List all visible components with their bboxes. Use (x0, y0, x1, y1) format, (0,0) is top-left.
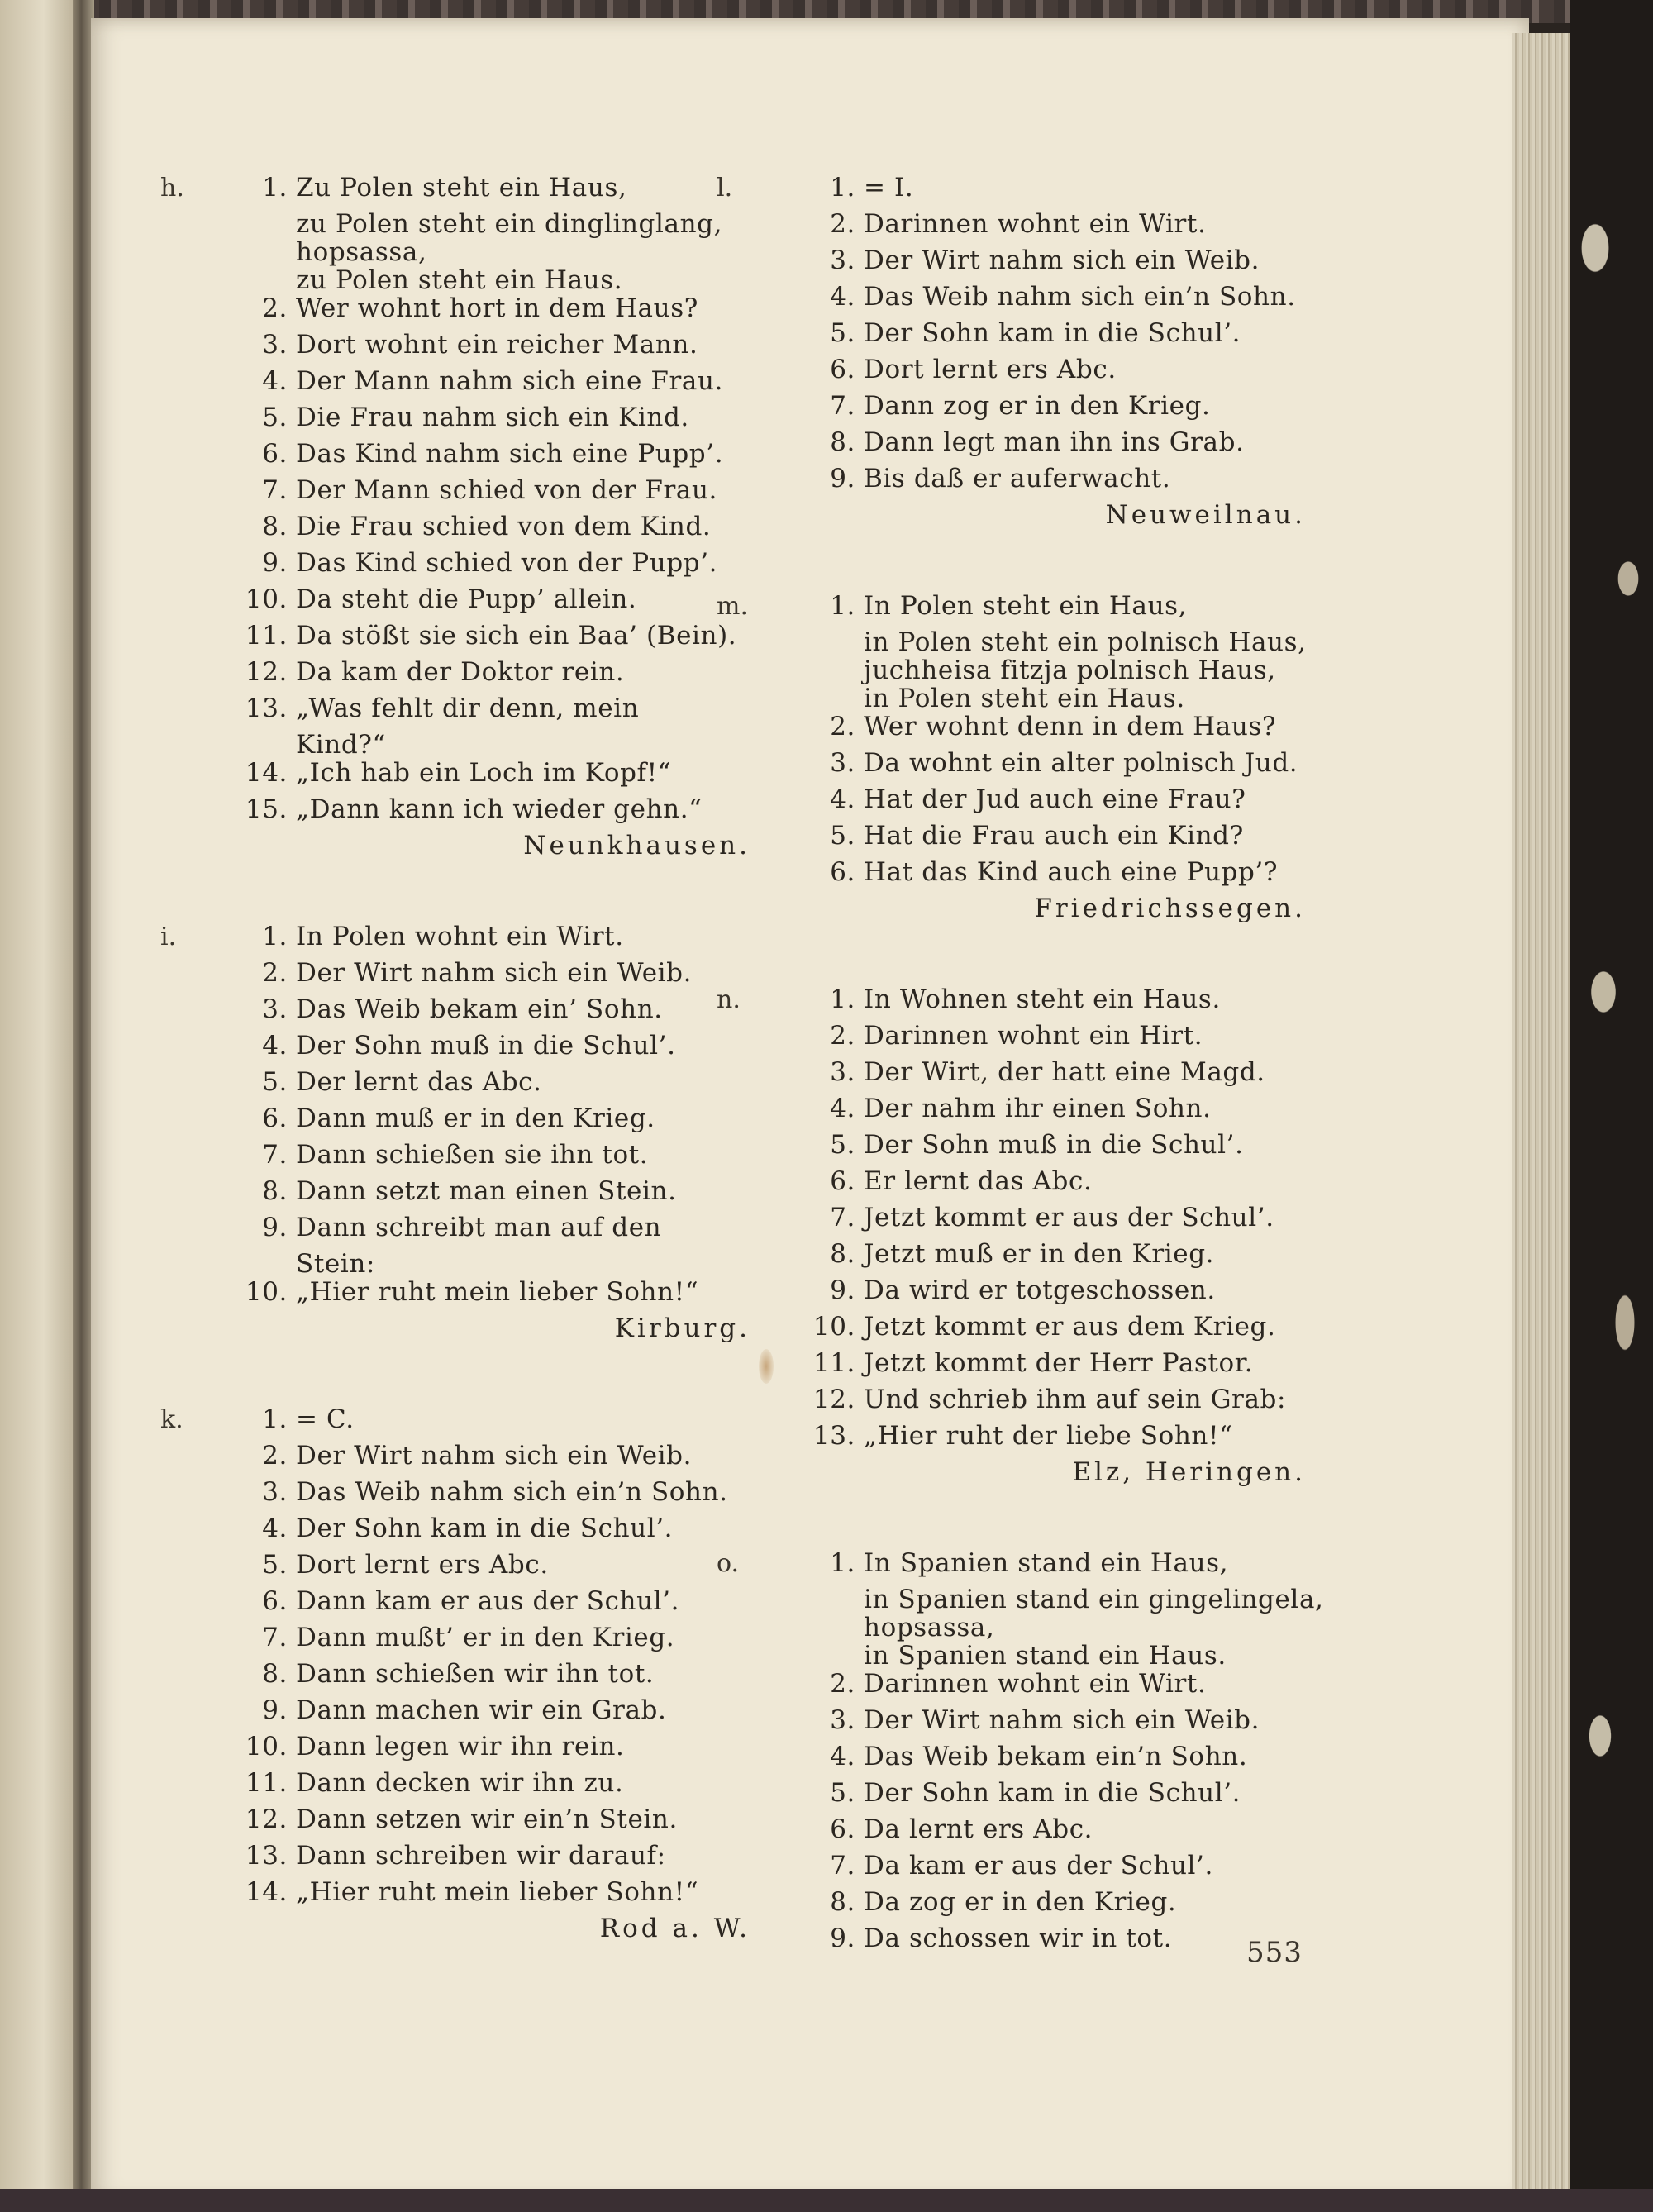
verse-line (230, 1068, 750, 1104)
verse-line (230, 759, 750, 795)
verse-number: 8. (830, 1239, 855, 1269)
verse-number: 2. (830, 209, 855, 239)
verse-line (230, 585, 750, 622)
verse-line (230, 1769, 750, 1805)
verse-number: 10. (812, 1312, 855, 1342)
verse-line (230, 440, 750, 476)
verse-number: 7. (830, 1851, 855, 1881)
verse-text: Da wird er totgeschossen. (864, 1275, 1216, 1305)
verse-text: Dann decken wir ihn zu. (296, 1768, 624, 1798)
verse-text: Dann setzen wir ein’n Stein. (296, 1804, 678, 1834)
verse-line (230, 174, 750, 210)
verse-line (798, 1313, 1306, 1349)
right-column (717, 173, 1324, 1961)
verse-line (230, 995, 750, 1032)
verse-text: Hat der Jud auch eine Frau? (864, 784, 1246, 814)
verse-line (798, 465, 1306, 501)
verse-line (230, 922, 750, 959)
variant-letter: h. (160, 174, 184, 203)
verse-text: Der Sohn kam in die Schul’. (864, 1778, 1241, 1808)
verse-number: 4. (830, 282, 855, 312)
verse-line (798, 1022, 1306, 1058)
verse-text: = C. (296, 1404, 355, 1434)
verse-number: 2. (830, 712, 855, 741)
verse-text: Dort wohnt ein reicher Mann. (296, 330, 698, 360)
verse-text: Da stößt sie sich ein Baa’ (Bein). (296, 621, 737, 651)
verse-text: Der Wirt nahm sich ein Weib. (296, 1441, 693, 1471)
variant-letter: m. (717, 592, 748, 621)
verse-number: 6. (830, 1814, 855, 1844)
verse-text: Der Sohn muß in die Schul’. (864, 1130, 1244, 1160)
verse-line (230, 476, 750, 512)
verse-text: Der Sohn kam in die Schul’. (296, 1514, 674, 1543)
verse-text: In Spanien stand ein Haus, (864, 1548, 1229, 1578)
verse-number: 2. (262, 958, 288, 988)
verse-number: 10. (245, 1277, 288, 1307)
verse-text: Der nahm ihr einen Sohn. (864, 1094, 1212, 1123)
place-name: Kirburg. (614, 1313, 750, 1343)
verse-line (798, 428, 1306, 465)
verse-text: „Hier ruht der liebe Sohn!“ (864, 1421, 1233, 1451)
verse-number: 5. (262, 1067, 288, 1097)
verse-number: 9. (830, 464, 855, 493)
verse-text: zu Polen steht ein Haus. (296, 265, 623, 295)
verse-number: 7. (830, 391, 855, 421)
verse-text: Das Weib nahm sich ein’n Sohn. (864, 282, 1296, 312)
verse-line (230, 1587, 750, 1623)
verse-text: Da steht die Pupp’ allein. (296, 584, 637, 614)
verse-number: 1. (262, 922, 288, 951)
verse-number: 9. (262, 1213, 288, 1242)
verse-number: 1. (830, 984, 855, 1014)
verse-line (798, 1349, 1306, 1385)
verse-text: Dann schreibt man auf den (296, 1213, 662, 1242)
verse-line (230, 1405, 750, 1442)
verse-line (798, 246, 1306, 283)
verse-line (798, 1058, 1306, 1094)
variant-letter: o. (717, 1549, 740, 1578)
verse-text: Hat die Frau auch ein Kind? (864, 821, 1244, 851)
verse-text: Da schossen wir in tot. (864, 1924, 1173, 1953)
verse-line (798, 1706, 1306, 1742)
verse-number: 3. (830, 1705, 855, 1735)
verse-text: in Spanien stand ein Haus. (864, 1641, 1227, 1671)
verse-number: 4. (262, 1514, 288, 1543)
verse-text: Dann kam er aus der Schul’. (296, 1586, 680, 1616)
verse-number: 4. (830, 784, 855, 814)
verse-line (230, 1442, 750, 1478)
verse-number: 6. (262, 1104, 288, 1133)
verse-number: 10. (245, 584, 288, 614)
verse-text: Kind?“ (296, 730, 386, 760)
verse-line (798, 1852, 1306, 1888)
verse-number: 3. (830, 246, 855, 275)
verse-line (230, 1878, 750, 1914)
verse-line (230, 694, 750, 731)
verse-number: 9. (262, 1695, 288, 1725)
verse-line (230, 210, 750, 238)
verse-text: hopsassa, (864, 1613, 995, 1642)
verse-number: 1. (830, 173, 855, 203)
verse-line (798, 1385, 1306, 1422)
verse-number: 10. (245, 1732, 288, 1761)
verse-line (798, 1779, 1306, 1815)
verse-line (798, 174, 1306, 210)
verse-number: 3. (262, 330, 288, 360)
verse-text: Jetzt kommt er aus dem Krieg. (864, 1312, 1276, 1342)
page-number: 553 (1246, 1936, 1303, 1969)
verse-line (230, 1696, 750, 1733)
verse-line (798, 656, 1306, 684)
verse-number: 4. (262, 1031, 288, 1061)
verse-text: Da zog er in den Krieg. (864, 1887, 1177, 1917)
verse-line (798, 1924, 1306, 1961)
paper-smudge (759, 1349, 774, 1384)
verse-number: 2. (262, 1441, 288, 1471)
verse-line (230, 1278, 750, 1314)
verse-text: Da wohnt ein alter polnisch Jud. (864, 748, 1298, 778)
verse-number: 8. (830, 1887, 855, 1917)
verse-number: 12. (245, 657, 288, 687)
verse-line (798, 1614, 1306, 1642)
verse-line (798, 283, 1306, 319)
song-variant (717, 173, 1306, 537)
verse-number: 6. (262, 439, 288, 469)
verse-number: 7. (262, 1140, 288, 1170)
verse-text: Der Wirt nahm sich ein Weib. (296, 958, 693, 988)
verse-number: 9. (830, 1275, 855, 1305)
verse-line (230, 367, 750, 403)
song-variant (160, 173, 750, 868)
verse-line (798, 592, 1306, 628)
variant-letter: n. (717, 985, 741, 1014)
verse-text: Jetzt kommt der Herr Pastor. (864, 1348, 1254, 1378)
verse-number: 1. (830, 591, 855, 621)
verse-line (230, 795, 750, 832)
verse-number: 1. (830, 1548, 855, 1578)
verse-line (230, 1478, 750, 1514)
verse-line (798, 684, 1306, 713)
verse-line (230, 622, 750, 658)
verse-number: 13. (245, 694, 288, 723)
verse-number: 7. (262, 1623, 288, 1652)
verse-number: 9. (830, 1924, 855, 1953)
verse-text: Zu Polen steht ein Haus, (296, 173, 627, 203)
verse-number: 2. (830, 1669, 855, 1699)
verse-line (230, 1213, 750, 1250)
verse-text: „Was fehlt dir denn, mein (296, 694, 640, 723)
verse-number: 6. (830, 857, 855, 887)
verse-text: Die Frau nahm sich ein Kind. (296, 403, 689, 432)
verse-text: Der Sohn kam in die Schul’. (864, 318, 1241, 348)
verse-number: 5. (262, 1550, 288, 1580)
verse-line (798, 985, 1306, 1022)
verse-line (230, 1177, 750, 1213)
verse-text: Da kam der Doktor rein. (296, 657, 625, 687)
verse-line (230, 1660, 750, 1696)
variant-letter: l. (717, 174, 733, 203)
verse-text: Der Wirt, der hatt eine Magd. (864, 1057, 1265, 1087)
verse-text: Jetzt muß er in den Krieg. (864, 1239, 1215, 1269)
verse-text: Darinnen wohnt ein Hirt. (864, 1021, 1203, 1051)
verse-text: Dann machen wir ein Grab. (296, 1695, 667, 1725)
verse-number: 7. (262, 475, 288, 505)
verse-text: Bis daß er auferwacht. (864, 464, 1171, 493)
verse-number: 1. (262, 173, 288, 203)
song-variant (160, 1404, 750, 1951)
verse-line (798, 1742, 1306, 1779)
left-column (160, 173, 750, 1951)
verse-line (798, 1815, 1306, 1852)
verse-number: 6. (262, 1586, 288, 1616)
verse-text: Die Frau schied von dem Kind. (296, 512, 712, 541)
verse-line (230, 1104, 750, 1141)
verse-number: 11. (245, 621, 288, 651)
verse-number: 11. (812, 1348, 855, 1378)
verse-line (798, 1276, 1306, 1313)
place-name: Elz, Heringen. (1072, 1457, 1306, 1487)
verse-text: Dann schießen wir ihn tot. (296, 1659, 655, 1689)
verse-line (798, 210, 1306, 246)
verse-number: 6. (830, 1166, 855, 1196)
cover-bottom-edge (0, 2189, 1653, 2212)
verse-line (798, 1094, 1306, 1131)
verse-line (230, 1623, 750, 1660)
place-name: Neuweilnau. (1105, 500, 1306, 530)
verse-text: Darinnen wohnt ein Wirt. (864, 1669, 1207, 1699)
page-block-edges (1512, 33, 1570, 2191)
verse-text: Dann schießen sie ihn tot. (296, 1140, 649, 1170)
verse-number: 8. (262, 1176, 288, 1206)
verse-text: Das Kind schied von der Pupp’. (296, 548, 718, 578)
verse-number: 2. (830, 1021, 855, 1051)
verse-line (798, 1549, 1306, 1585)
verse-line (230, 403, 750, 440)
verse-line (230, 512, 750, 549)
verse-text: in Spanien stand ein gingelingela, (864, 1585, 1324, 1614)
verse-text: hopsassa, (296, 237, 427, 267)
verse-text: Stein: (296, 1249, 375, 1279)
verse-text: Dort lernt ers Abc. (296, 1550, 549, 1580)
verse-text: Darinnen wohnt ein Wirt. (864, 209, 1207, 239)
variant-letter: i. (160, 922, 177, 951)
verse-number: 3. (262, 1477, 288, 1507)
song-variant (717, 1548, 1324, 1961)
verse-text: Hat das Kind auch eine Pupp’? (864, 857, 1279, 887)
verse-text: zu Polen steht ein dinglinglang, (296, 209, 723, 239)
verse-text: in Polen steht ein Haus. (864, 684, 1185, 713)
song-variant (717, 591, 1307, 931)
verse-number: 8. (262, 512, 288, 541)
verse-number: 4. (830, 1094, 855, 1123)
verse-number: 5. (830, 1778, 855, 1808)
verse-line (798, 355, 1306, 392)
verse-text: Das Weib bekam ein’n Sohn. (864, 1742, 1248, 1771)
verse-text: Der Sohn muß in die Schul’. (296, 1031, 676, 1061)
verse-number: 9. (262, 548, 288, 578)
verse-line (798, 858, 1306, 894)
verse-number: 5. (262, 403, 288, 432)
place-name: Neunkhausen. (523, 831, 750, 860)
song-variant (160, 922, 750, 1351)
verse-line (798, 785, 1306, 822)
verse-number: 3. (830, 748, 855, 778)
verse-number: 14. (245, 758, 288, 788)
verse-line (230, 1842, 750, 1878)
verse-line (798, 1240, 1306, 1276)
verse-line (798, 749, 1306, 785)
marbled-cover-board (1570, 0, 1653, 2212)
verse-number: 13. (812, 1421, 855, 1451)
verse-text: Der lernt das Abc. (296, 1067, 542, 1097)
verse-number: 7. (830, 1203, 855, 1232)
verse-number: 5. (830, 821, 855, 851)
verse-number: 4. (262, 366, 288, 396)
verse-line (798, 1888, 1306, 1924)
verse-number: 15. (245, 794, 288, 824)
verse-text: juchheisa fitzja polnisch Haus, (864, 655, 1276, 685)
verse-text: „Hier ruht mein lieber Sohn!“ (296, 1277, 699, 1307)
verse-line (798, 628, 1306, 656)
verse-text: Da lernt ers Abc. (864, 1814, 1093, 1844)
verse-line (230, 1250, 750, 1278)
verse-text: Dann legen wir ihn rein. (296, 1732, 625, 1761)
verse-number: 4. (830, 1742, 855, 1771)
verse-text: „Dann kann ich wieder gehn.“ (296, 794, 703, 824)
verse-text: = I. (864, 173, 914, 203)
verse-number: 14. (245, 1877, 288, 1907)
verse-line (230, 549, 750, 585)
verse-text: Das Weib bekam ein’ Sohn. (296, 994, 663, 1024)
verse-text: „Hier ruht mein lieber Sohn!“ (296, 1877, 699, 1907)
verse-line (230, 266, 750, 294)
verse-text: Der Mann nahm sich eine Frau. (296, 366, 724, 396)
verse-number: 8. (830, 427, 855, 457)
variant-letter: k. (160, 1405, 183, 1434)
verse-line (230, 331, 750, 367)
verse-line (230, 1514, 750, 1551)
verse-text: Wer wohnt hort in dem Haus? (296, 293, 698, 323)
verse-number: 13. (245, 1841, 288, 1871)
verse-line (230, 294, 750, 331)
verse-line (798, 1131, 1306, 1167)
verse-text: Jetzt kommt er aus der Schul’. (864, 1203, 1274, 1232)
verse-line (798, 822, 1306, 858)
verse-line (798, 1642, 1306, 1670)
verse-text: Wer wohnt denn in dem Haus? (864, 712, 1277, 741)
verse-line (798, 392, 1306, 428)
verse-line (798, 1585, 1324, 1614)
verse-text: Dann zog er in den Krieg. (864, 391, 1211, 421)
verse-text: In Wohnen steht ein Haus. (864, 984, 1221, 1014)
verse-text: „Ich hab ein Loch im Kopf!“ (296, 758, 672, 788)
verse-text: In Polen wohnt ein Wirt. (296, 922, 624, 951)
verse-line (798, 1422, 1306, 1458)
verse-line (230, 1032, 750, 1068)
verse-line (230, 731, 750, 759)
verse-number: 6. (830, 355, 855, 384)
verse-text: Der Wirt nahm sich ein Weib. (864, 1705, 1260, 1735)
song-variant (717, 984, 1306, 1495)
verse-line (230, 1733, 750, 1769)
verse-line (798, 319, 1306, 355)
verse-text: Der Wirt nahm sich ein Weib. (864, 246, 1260, 275)
verse-number: 12. (245, 1804, 288, 1834)
verse-line (798, 1167, 1306, 1204)
verse-number: 8. (262, 1659, 288, 1689)
verse-text: In Polen steht ein Haus, (864, 591, 1188, 621)
verse-line (230, 959, 750, 995)
verse-line (798, 1204, 1306, 1240)
verse-number: 3. (262, 994, 288, 1024)
verse-line (230, 1805, 750, 1842)
verse-text: Der Mann schied von der Frau. (296, 475, 717, 505)
verse-text: Dort lernt ers Abc. (864, 355, 1117, 384)
verse-text: Er lernt das Abc. (864, 1166, 1093, 1196)
verse-number: 5. (830, 1130, 855, 1160)
verse-text: Das Kind nahm sich eine Pupp’. (296, 439, 724, 469)
verse-text: Dann mußt’ er in den Krieg. (296, 1623, 675, 1652)
verse-text: Und schrieb ihm auf sein Grab: (864, 1385, 1287, 1414)
verse-text: Das Weib nahm sich ein’n Sohn. (296, 1477, 728, 1507)
verse-line (230, 658, 750, 694)
place-name: Friedrichssegen. (1034, 894, 1306, 923)
verse-line (230, 1141, 750, 1177)
verse-text: Dann setzt man einen Stein. (296, 1176, 677, 1206)
place-name: Rod a. W. (599, 1914, 750, 1943)
verse-number: 11. (245, 1768, 288, 1798)
verse-line (798, 1670, 1306, 1706)
verse-number: 3. (830, 1057, 855, 1087)
verse-text: Da kam er aus der Schul’. (864, 1851, 1213, 1881)
verse-text: Dann legt man ihn ins Grab. (864, 427, 1245, 457)
verse-line (798, 713, 1306, 749)
verse-number: 1. (262, 1404, 288, 1434)
verse-text: Dann muß er in den Krieg. (296, 1104, 655, 1133)
verse-line (230, 1551, 750, 1587)
verse-line (230, 238, 750, 266)
left-page-edge (0, 0, 79, 2212)
verse-number: 5. (830, 318, 855, 348)
verse-number: 12. (812, 1385, 855, 1414)
verse-text: Dann schreiben wir darauf: (296, 1841, 666, 1871)
verse-text: in Polen steht ein polnisch Haus, (864, 627, 1307, 657)
verse-number: 2. (262, 293, 288, 323)
